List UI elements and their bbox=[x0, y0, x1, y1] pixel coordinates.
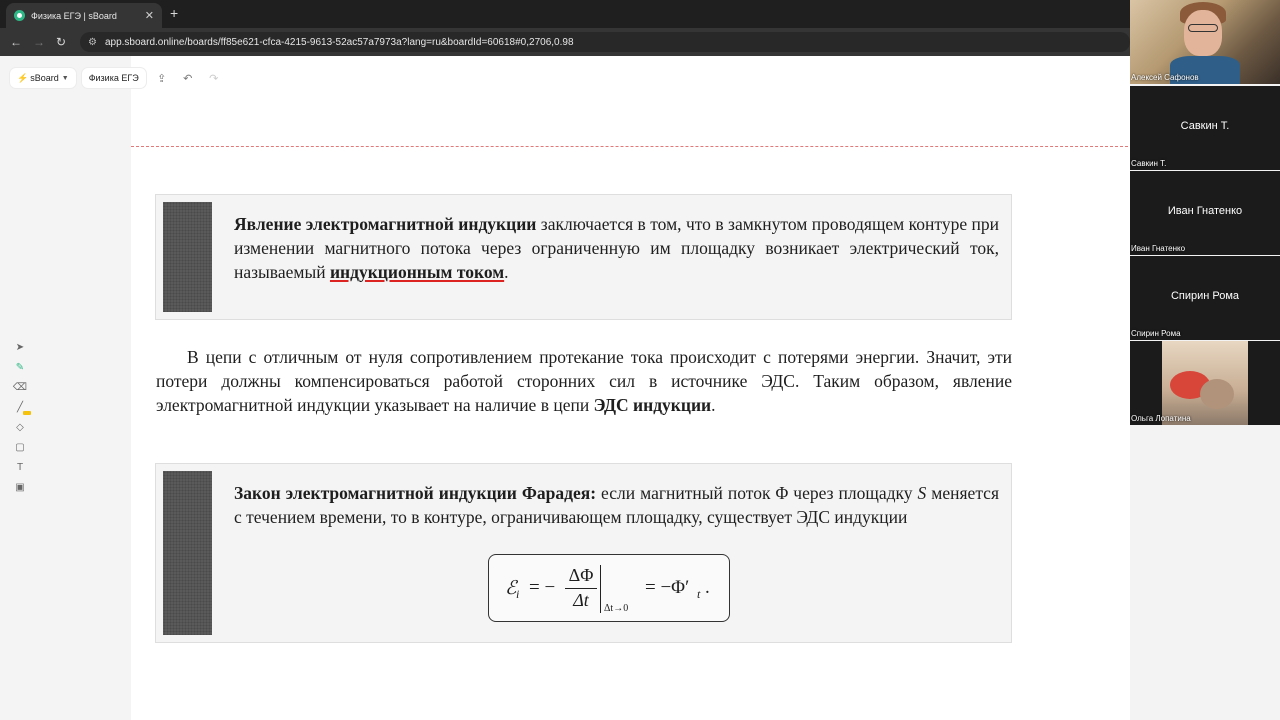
text-tool-icon[interactable]: T bbox=[16, 461, 24, 473]
explanation-paragraph bbox=[156, 345, 1012, 417]
participant-tile[interactable] bbox=[1130, 171, 1280, 255]
paragraph-body: В цепи с отличным от нуля сопротивлением протекание тока происходит с потерями энергии. Значит, эти потери должны компенсироваться работой сторонних сил в источнике ЭДС. Таким образом, явление электромагнитной индукции указывает на наличие в цепи bbox=[156, 347, 1012, 415]
sticky-note-icon[interactable]: ▢ bbox=[15, 441, 25, 453]
address-bar[interactable] bbox=[80, 32, 1130, 52]
faraday-law-term: Закон электромагнитной индукции Фарадея: bbox=[234, 483, 597, 503]
emf-subscript: i bbox=[516, 587, 520, 601]
browser-toolbar bbox=[0, 28, 1130, 56]
flux-fraction bbox=[565, 565, 597, 611]
faraday-law-body-b: меняется с течением времени, то в контуре, ограничивающем площадку, существует ЭДС индукции bbox=[234, 483, 999, 527]
definition-term: Явление электромагнитной индукции bbox=[234, 214, 537, 234]
participant-name: Савкин Т. bbox=[1131, 159, 1167, 168]
faraday-law-body-a: если магнитный поток Φ через площадку bbox=[596, 483, 918, 503]
site-info-icon[interactable]: ⚙ bbox=[88, 36, 97, 48]
emf-induction-term: ЭДС индукции bbox=[593, 395, 712, 415]
formula-end: . bbox=[705, 577, 710, 598]
participant-tile[interactable] bbox=[1130, 86, 1280, 170]
share-upload-icon[interactable]: ⇪ bbox=[157, 72, 167, 85]
participant-name: Спирин Рома bbox=[1131, 329, 1181, 338]
derivative-rhs: = −Φ′ bbox=[645, 577, 690, 598]
limit-subscript: Δt→0 bbox=[604, 603, 629, 614]
fraction-denominator: Δt bbox=[573, 590, 589, 610]
undo-icon[interactable]: ↶ bbox=[183, 72, 193, 85]
forward-arrow-icon[interactable]: → bbox=[33, 35, 45, 49]
paragraph-end: . bbox=[711, 395, 716, 415]
tab-title: Физика ЕГЭ | sBoard bbox=[31, 10, 117, 21]
page-break-line bbox=[131, 146, 1138, 147]
derivative-subscript: t bbox=[697, 587, 701, 601]
board-top-bar bbox=[10, 68, 224, 88]
participant-tile[interactable] bbox=[1130, 0, 1280, 84]
image-tool-icon[interactable]: ▣ bbox=[15, 481, 25, 493]
equals-minus: = − bbox=[529, 577, 556, 598]
area-symbol: S bbox=[917, 483, 927, 503]
definition-box bbox=[155, 194, 1012, 320]
video-call-panel bbox=[1130, 0, 1280, 720]
url-text: app.sboard.online/boards/ff85e621-cfca-4215-9613-52ac57a7973a?lang=ru&boardId=60618#0,2706,0.98 bbox=[104, 36, 574, 48]
close-tab-icon[interactable]: ✕ bbox=[144, 10, 154, 22]
definition-body: заключается в том, что в замкнутом проводящем контуре при изменении магнитного потока через ограниченную им площадку возникает электрический ток, называемый bbox=[234, 214, 999, 282]
participant-tile[interactable] bbox=[1130, 256, 1280, 340]
left-toolbar bbox=[11, 338, 29, 496]
board-name[interactable]: Физика ЕГЭ bbox=[82, 68, 146, 88]
fraction-numerator: ΔΦ bbox=[565, 565, 597, 589]
eraser-icon[interactable]: ⌫ bbox=[12, 381, 28, 393]
participant-label: Спирин Рома bbox=[1170, 290, 1240, 302]
definition-end: . bbox=[504, 262, 509, 282]
sboard-favicon-icon bbox=[14, 10, 25, 21]
definition-text bbox=[234, 212, 999, 284]
reload-icon[interactable]: ↻ bbox=[56, 35, 67, 49]
browser-tab[interactable] bbox=[6, 3, 162, 28]
participant-name: Иван Гнатенко bbox=[1131, 244, 1186, 253]
sboard-logo-icon: ⚡ bbox=[17, 72, 29, 83]
browser-tab-strip bbox=[0, 0, 1130, 28]
box-side-stripe bbox=[163, 202, 212, 312]
sboard-logo-text: sBoard bbox=[30, 73, 59, 83]
redo-icon[interactable]: ↷ bbox=[209, 72, 219, 85]
faraday-formula bbox=[488, 554, 730, 622]
participant-video bbox=[1184, 10, 1222, 56]
pen-tool-icon[interactable]: ✎ bbox=[15, 361, 25, 373]
new-tab-button[interactable]: + bbox=[170, 5, 179, 21]
sboard-menu-button[interactable] bbox=[10, 68, 76, 88]
participant-tile[interactable] bbox=[1130, 341, 1280, 425]
shapes-icon[interactable]: ◇ bbox=[16, 421, 24, 433]
faraday-law-text bbox=[234, 481, 999, 529]
emf-symbol: ℰ bbox=[505, 578, 517, 599]
back-arrow-icon[interactable]: ← bbox=[10, 35, 22, 49]
evaluation-bar bbox=[600, 565, 601, 613]
chevron-down-icon: ▼ bbox=[61, 74, 69, 82]
participant-name: Алексей Сафонов bbox=[1131, 73, 1199, 82]
participant-label: Иван Гнатенко bbox=[1167, 205, 1243, 217]
participant-video bbox=[1188, 24, 1218, 32]
select-cursor-icon[interactable]: ➤ bbox=[15, 341, 25, 353]
highlighter-icon[interactable]: ╱ bbox=[11, 398, 29, 416]
box-side-stripe bbox=[163, 471, 212, 635]
participant-video bbox=[1200, 379, 1234, 409]
highlighter-color-swatch bbox=[23, 411, 31, 415]
participant-label: Савкин Т. bbox=[1180, 120, 1230, 132]
induction-current-term: индукционным током bbox=[329, 262, 505, 282]
participant-name: Ольга Лопатина bbox=[1131, 414, 1191, 423]
